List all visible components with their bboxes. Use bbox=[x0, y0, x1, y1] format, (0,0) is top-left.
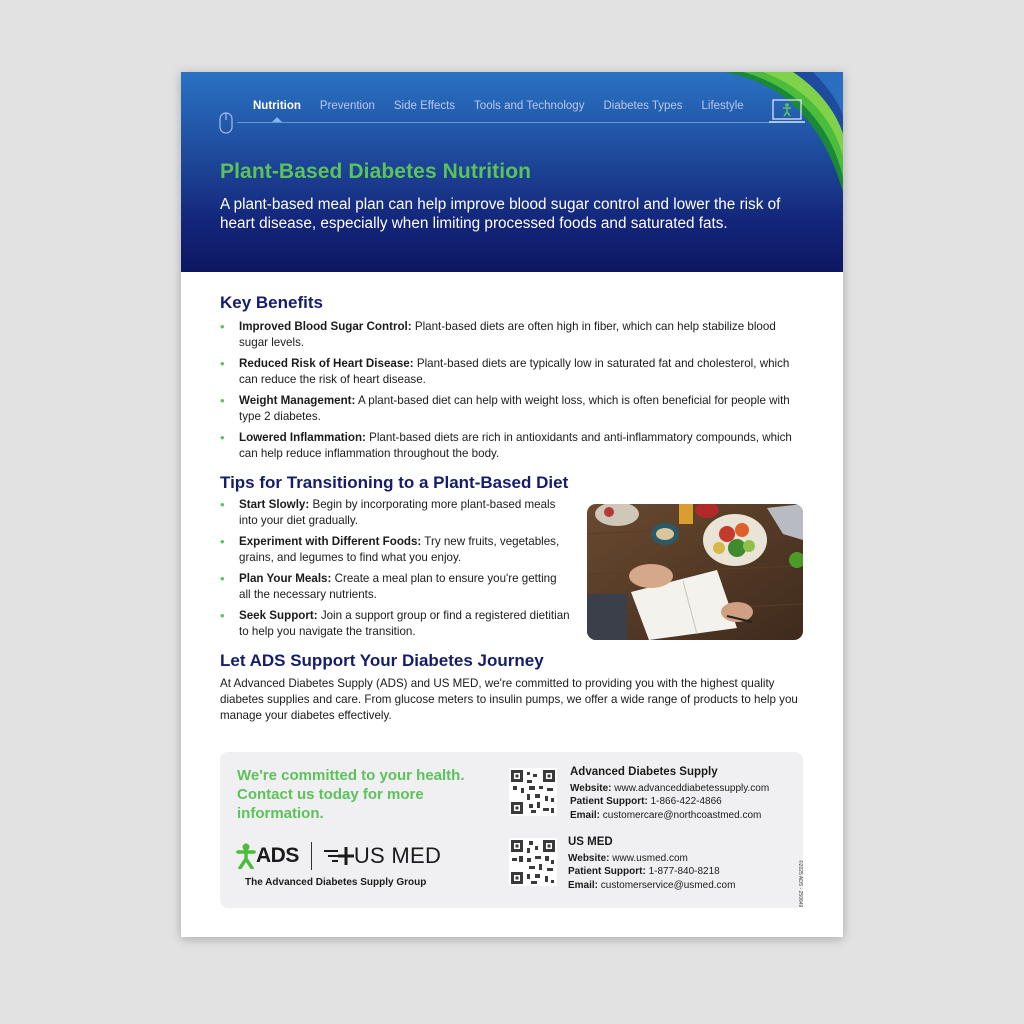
benefit-text: Plant-based diets are often high in fiber, which can help stabilize blood sugar levels. bbox=[239, 320, 776, 349]
hero-subtitle: A plant-based meal plan can help improve blood sugar control and lower the risk of heart disease, especially when limiting processed foods and saturated fats. bbox=[220, 196, 781, 232]
email-line bbox=[568, 879, 735, 893]
email-line bbox=[570, 809, 769, 823]
ads-contact-info bbox=[570, 766, 769, 822]
ads-logo bbox=[236, 843, 299, 869]
org-name: US MED bbox=[568, 836, 613, 848]
tip-label: Experiment with Different Foods: bbox=[239, 535, 422, 548]
laptop-icon bbox=[769, 98, 805, 126]
website-label: Website: bbox=[570, 782, 612, 794]
brand-logos bbox=[236, 842, 441, 870]
support-paragraph: At Advanced Diabetes Supply (ADS) and US MED, we're committed to providing you with the highest quality diabetes supplies and care. From glucose meters to insulin pumps, we offer a wide range of products to help you manage your diabetes effectively. bbox=[220, 677, 798, 722]
website-label: Website: bbox=[568, 852, 610, 864]
tips-list bbox=[220, 497, 570, 645]
phone-line bbox=[568, 865, 735, 879]
email-link[interactable]: customercare@northcoastmed.com bbox=[602, 809, 762, 821]
website-line bbox=[570, 782, 769, 796]
meal-planning-photo bbox=[587, 504, 803, 640]
flyer-page bbox=[181, 72, 843, 937]
nav-item-nutrition[interactable]: Nutrition bbox=[253, 100, 301, 120]
phone-number[interactable]: 1-866-422-4866 bbox=[650, 796, 722, 807]
benefit-label: Weight Management: bbox=[239, 394, 356, 407]
phone-label: Patient Support: bbox=[570, 796, 648, 807]
list-item bbox=[220, 319, 806, 351]
mouse-icon bbox=[219, 112, 233, 134]
tip-label: Plan Your Meals: bbox=[239, 572, 332, 585]
ads-person-icon bbox=[236, 843, 256, 869]
usmed-logo bbox=[324, 843, 441, 869]
usmed-qr-code[interactable] bbox=[509, 838, 557, 886]
tip-label: Start Slowly: bbox=[239, 498, 310, 511]
tip-text: Begin by incorporating more plant-based meals into your diet gradually. bbox=[239, 498, 556, 527]
contact-cta: We're committed to your health. Contact us today for more information. bbox=[237, 767, 465, 822]
nav-item-side-effects[interactable]: Side Effects bbox=[393, 100, 456, 112]
email-link[interactable]: customerservice@usmed.com bbox=[600, 879, 736, 891]
phone-label: Patient Support: bbox=[568, 866, 646, 877]
email-label: Email: bbox=[570, 809, 601, 821]
nav-item-tools-technology[interactable]: Tools and Technology bbox=[474, 100, 585, 112]
page-title: Plant-Based Diabetes Nutrition bbox=[220, 160, 532, 183]
benefit-label: Lowered Inflammation: bbox=[239, 431, 366, 444]
list-item bbox=[220, 356, 806, 388]
tip-text: Join a support group or find a registered dietitian to help you navigate the transition. bbox=[239, 609, 570, 638]
tips-heading: Tips for Transitioning to a Plant-Based Diet bbox=[220, 473, 569, 492]
nav-item-diabetes-types[interactable]: Diabetes Types bbox=[603, 100, 683, 112]
list-item bbox=[220, 430, 806, 462]
key-benefits-list bbox=[220, 319, 806, 467]
key-benefits-heading: Key Benefits bbox=[220, 293, 323, 312]
usmed-logo-text: US MED bbox=[353, 843, 442, 868]
email-label: Email: bbox=[568, 879, 599, 891]
benefit-text: A plant-based diet can help with weight loss, which is often beneficial for people with type 2 diabetes. bbox=[239, 394, 790, 423]
org-name: Advanced Diabetes Supply bbox=[570, 766, 718, 778]
list-item bbox=[220, 608, 570, 640]
group-tagline: The Advanced Diabetes Supply Group bbox=[245, 877, 427, 888]
contact-box bbox=[220, 752, 803, 908]
phone-number[interactable]: 1-877-840-8218 bbox=[648, 866, 720, 877]
logo-divider bbox=[311, 842, 312, 870]
document-code: ©2025 ADS - 250649 bbox=[797, 860, 803, 908]
website-link[interactable]: www.usmed.com bbox=[612, 852, 688, 864]
nav-item-prevention[interactable]: Prevention bbox=[319, 100, 375, 112]
benefit-label: Improved Blood Sugar Control: bbox=[239, 320, 412, 333]
benefit-text: Plant-based diets are typically low in saturated fat and cholesterol, which can reduce the risk of heart disease. bbox=[239, 357, 790, 386]
benefit-text: Plant-based diets are rich in antioxidants and anti-inflammatory compounds, which can help reduce inflammation throughout the body. bbox=[239, 431, 792, 460]
ads-qr-code[interactable] bbox=[509, 768, 557, 816]
ads-logo-text: ADS bbox=[256, 844, 299, 867]
tip-text: Create a meal plan to ensure you're getting all the necessary nutrients. bbox=[239, 572, 557, 601]
usmed-contact-info bbox=[568, 836, 735, 892]
list-item bbox=[220, 534, 570, 566]
benefit-label: Reduced Risk of Heart Disease: bbox=[239, 357, 414, 370]
usmed-plus-icon bbox=[324, 845, 354, 867]
phone-line bbox=[570, 795, 769, 809]
tip-text: Try new fruits, vegetables, grains, and legumes to find what you enjoy. bbox=[239, 535, 560, 564]
list-item bbox=[220, 497, 570, 529]
nav-item-lifestyle[interactable]: Lifestyle bbox=[701, 100, 744, 112]
website-link[interactable]: www.advanceddiabetessupply.com bbox=[614, 782, 770, 794]
nav-divider bbox=[237, 122, 777, 123]
tip-label: Seek Support: bbox=[239, 609, 318, 622]
support-heading: Let ADS Support Your Diabetes Journey bbox=[220, 651, 544, 670]
topic-nav bbox=[253, 100, 763, 120]
hero-banner bbox=[181, 72, 843, 272]
list-item bbox=[220, 571, 570, 603]
list-item bbox=[220, 393, 806, 425]
website-line bbox=[568, 852, 735, 866]
